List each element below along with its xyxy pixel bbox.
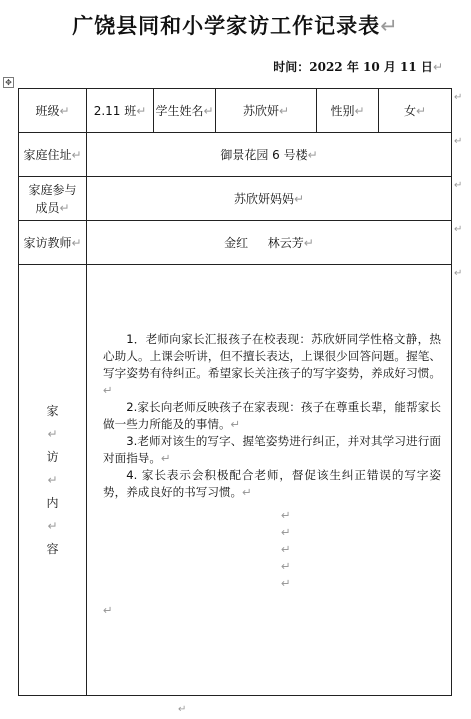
table-row — [19, 221, 452, 265]
table-move-handle-icon[interactable]: ✥ — [3, 77, 14, 88]
content-paragraph-2: 2.家长向老师反映孩子在家表现：孩子在尊重长辈，能帮家长做一些力所能及的事情。↵ — [103, 400, 441, 431]
address-label: 家庭住址↵ — [19, 133, 87, 177]
student-name-label: 学生姓名↵ — [154, 89, 216, 133]
family-members-label: 家庭参与 成员↵ — [19, 177, 87, 221]
table-row — [19, 89, 452, 133]
visiting-teacher-value[interactable]: 金红 林云芳↵ — [87, 221, 452, 265]
family-members-value[interactable]: 苏欣妍妈妈↵ — [87, 177, 452, 221]
row-end-mark: ↵ — [454, 180, 463, 191]
paragraph-mark: ↵ — [432, 60, 443, 74]
table-row — [19, 265, 452, 696]
visit-content-label: 家 ↵ 访 ↵ 内 ↵ 容 — [19, 265, 87, 696]
class-value[interactable]: 2.11 班↵ — [87, 89, 154, 133]
paragraph-mark: ↵ — [178, 704, 187, 715]
content-paragraph-3: 3.老师对该生的写字、握笔姿势进行纠正，并对其学习进行面对面指导。↵ — [103, 434, 441, 465]
table-row — [19, 177, 452, 221]
date-text: 时间：2022 年 10 月 11 日 — [273, 60, 433, 74]
row-end-mark: ↵ — [454, 268, 463, 279]
gender-label: 性别↵ — [317, 89, 379, 133]
visit-record-table — [18, 88, 452, 696]
visiting-teacher-label: 家访教师↵ — [19, 221, 87, 265]
paragraph-mark: ↵ — [380, 14, 399, 38]
document-title — [0, 10, 471, 40]
content-paragraph-4: 4. 家长表示会积极配合老师，督促该生纠正错误的写字姿势，养成良好的书写习惯。↵ — [103, 468, 441, 499]
empty-paragraph-marks: ↵ ↵ ↵ ↵ ↵ — [281, 508, 291, 590]
visit-content-body[interactable] — [87, 265, 452, 696]
title-text: 广饶县同和小学家访工作记录表 — [72, 13, 381, 38]
row-end-mark: ↵ — [454, 224, 463, 235]
row-end-mark: ↵ — [454, 136, 463, 147]
table-row — [19, 133, 452, 177]
class-label: 班级↵ — [19, 89, 87, 133]
student-name-value[interactable]: 苏欣妍↵ — [216, 89, 317, 133]
empty-paragraph-mark: ↵ — [103, 603, 113, 617]
address-value[interactable]: 御景花园 6 号楼↵ — [87, 133, 452, 177]
content-paragraph-1: 1．老师向家长汇报孩子在校表现：苏欣妍同学性格文静，热心助人。上课会听讲，但不擅长表达，上课很少回答问题。握笔、写字姿势有待纠正。希望家长关注孩子的写字姿势，养成好习惯。↵ — [103, 332, 441, 397]
gender-value[interactable]: 女↵ — [379, 89, 452, 133]
record-date — [273, 58, 443, 75]
row-end-mark: ↵ — [454, 92, 463, 103]
